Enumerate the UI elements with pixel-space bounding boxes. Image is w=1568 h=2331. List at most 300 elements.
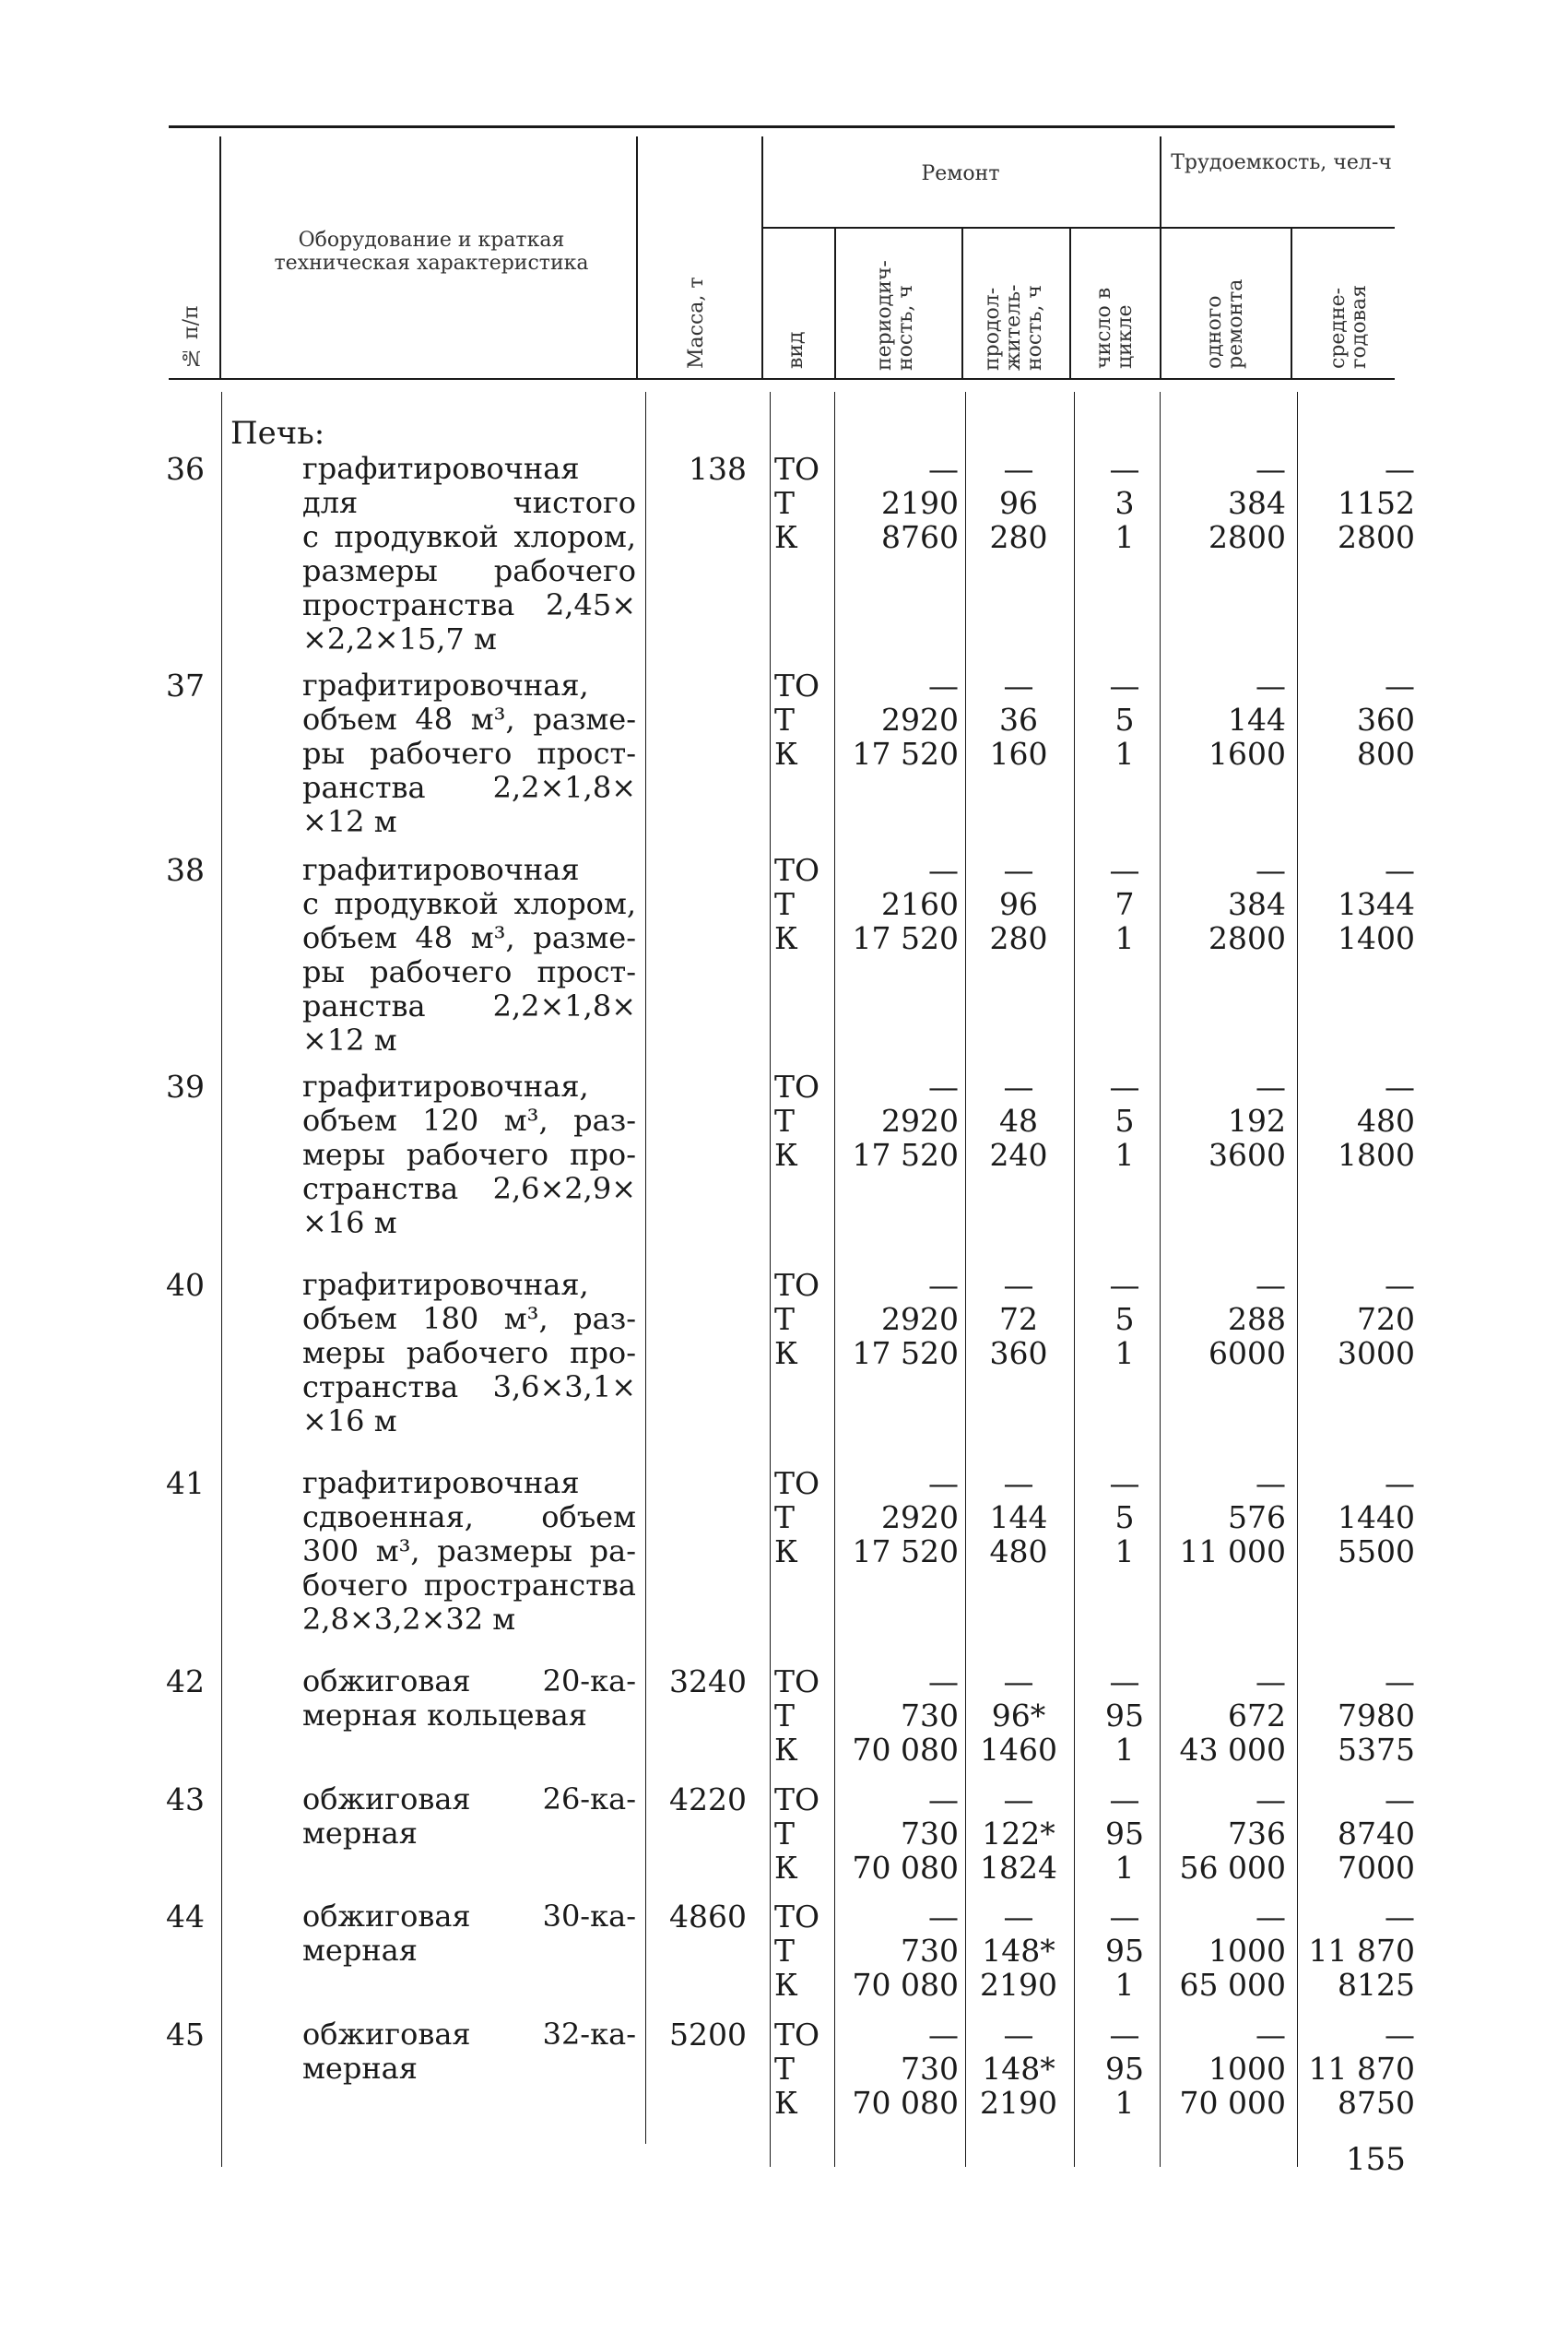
repair-duration (973, 1466, 1065, 1568)
repair-duration-line: — (1003, 1465, 1034, 1501)
repair-cycle-count-line: 1 (1114, 920, 1135, 956)
labor-one-repair-line: — (1256, 2017, 1286, 2053)
repair-duration-line: 480 (989, 1533, 1048, 1569)
repair-period-line: 17 520 (852, 1533, 959, 1569)
mass-value: 5200 (669, 2017, 747, 2053)
row-number: 39 (166, 1069, 205, 1105)
repair-kind-line: Т (774, 1301, 796, 1337)
labor-one-repair (1166, 1782, 1286, 1885)
repair-cycle-count-line: 1 (1114, 1137, 1135, 1173)
labor-annual-average (1291, 2017, 1415, 2120)
labor-one-repair-line: 384 (1228, 886, 1286, 922)
equipment-description (302, 1664, 636, 1733)
row-number: 41 (166, 1465, 205, 1501)
repair-cycle-count (1079, 853, 1171, 955)
repair-duration-line: — (1003, 1069, 1034, 1105)
labor-one-repair (1166, 853, 1286, 955)
description-line: обжиговая 20-ка- (302, 1664, 636, 1698)
labor-one-repair-line: 2800 (1208, 519, 1286, 555)
repair-kind-line: Т (774, 886, 796, 922)
labor-one-repair-line: 11 000 (1179, 1533, 1286, 1569)
repair-kind-line: ТО (774, 1267, 820, 1303)
equipment-description (302, 1899, 636, 1968)
labor-annual-average-line: — (1385, 668, 1415, 704)
section-title: Печь: (230, 415, 325, 452)
labor-annual-average-line: 11 870 (1308, 2051, 1415, 2087)
labor-one-repair-line: 6000 (1208, 1335, 1286, 1371)
repair-kind-line: ТО (774, 668, 820, 704)
row-number: 40 (166, 1267, 205, 1303)
repair-duration-line: — (1003, 852, 1034, 888)
labor-one-repair-line: 672 (1228, 1698, 1286, 1733)
header-vline-4 (834, 229, 836, 378)
repair-cycle-count-line: 7 (1114, 886, 1135, 922)
labor-one-repair (1166, 1070, 1286, 1172)
repair-period-line: — (928, 1069, 959, 1105)
equipment-description (302, 2017, 636, 2086)
repair-kind-line: Т (774, 1816, 796, 1852)
repair-cycle-count-line: — (1109, 1781, 1140, 1817)
repair-cycle-count (1079, 669, 1171, 771)
repair-cycle-count-line: — (1109, 1267, 1140, 1303)
repair-cycle-count-line: — (1109, 2017, 1140, 2053)
repair-cycle-count-line: 3 (1114, 485, 1135, 521)
description-line: ×12 м (302, 805, 397, 839)
header-kind: вид (784, 331, 808, 369)
equipment-description (302, 452, 636, 657)
labor-one-repair-line: — (1256, 451, 1286, 487)
labor-one-repair (1166, 1899, 1286, 2002)
equipment-description (302, 1070, 636, 1240)
repair-period-line: 730 (901, 1816, 959, 1852)
repair-kind-line: ТО (774, 2017, 820, 2053)
repair-cycle-count-line: 1 (1114, 1967, 1135, 2003)
repair-period-line: 17 520 (852, 1137, 959, 1173)
labor-annual-average-line: — (1385, 1781, 1415, 1817)
labor-annual-average (1291, 853, 1415, 955)
row-number: 37 (166, 668, 205, 704)
repair-cycle-count-line: 5 (1114, 1103, 1135, 1139)
repair-period-line: 2920 (881, 1301, 959, 1337)
repair-period-line: — (928, 1781, 959, 1817)
repair-kind-line: К (774, 2085, 798, 2121)
header-avg: средне-годовая (1326, 285, 1372, 369)
repair-kind-line: К (774, 1137, 798, 1173)
repair-kind-line: ТО (774, 852, 820, 888)
labor-one-repair-line: 288 (1228, 1301, 1286, 1337)
description-line: ×16 м (302, 1404, 397, 1438)
labor-annual-average (1291, 1070, 1415, 1172)
repair-duration-line: 160 (989, 736, 1048, 772)
repair-kind-line: К (774, 736, 798, 772)
repair-period (834, 1664, 959, 1767)
header-repair-group: Ремонт (921, 162, 1000, 185)
repair-cycle-count-line: 95 (1105, 1698, 1144, 1733)
repair-kind-line: ТО (774, 451, 820, 487)
labor-annual-average-line: — (1385, 2017, 1415, 2053)
row-number: 42 (166, 1663, 205, 1699)
repair-duration-line: 1460 (980, 1732, 1057, 1768)
description-line: бочего пространства (302, 1568, 636, 1603)
repair-duration (973, 1070, 1065, 1172)
header-period: периодич-ность, ч (873, 260, 918, 371)
repair-duration-line: 144 (989, 1499, 1048, 1535)
labor-annual-average-line: — (1385, 1899, 1415, 1935)
repair-duration-line: 48 (999, 1103, 1038, 1139)
repair-period-line: 2920 (881, 1103, 959, 1139)
description-line: обжиговая 26-ка- (302, 1782, 636, 1816)
repair-kind-line: Т (774, 1698, 796, 1733)
repair-duration-line: 240 (989, 1137, 1048, 1173)
labor-annual-average-line: 8740 (1338, 1816, 1415, 1852)
description-line: объем 48 м³, разме- (302, 921, 636, 955)
repair-duration (973, 1899, 1065, 2002)
labor-annual-average-line: 1400 (1338, 920, 1415, 956)
labor-annual-average-line: — (1385, 451, 1415, 487)
row-number: 45 (166, 2017, 205, 2053)
header-number: № п/п (180, 305, 203, 369)
labor-one-repair (1166, 1664, 1286, 1767)
labor-one-repair-line: — (1256, 1899, 1286, 1935)
repair-duration (973, 1268, 1065, 1370)
repair-period (834, 669, 959, 771)
repair-kind-line: К (774, 519, 798, 555)
repair-period-line: 2190 (881, 485, 959, 521)
labor-one-repair-line: 736 (1228, 1816, 1286, 1852)
labor-one-repair-line: 384 (1228, 485, 1286, 521)
labor-annual-average-line: 5500 (1338, 1533, 1415, 1569)
labor-one-repair-line: 576 (1228, 1499, 1286, 1535)
repair-duration-line: 72 (999, 1301, 1038, 1337)
description-line: графитировочная (302, 452, 580, 486)
repair-cycle-count-line: — (1109, 1899, 1140, 1935)
body-vline-6 (1074, 392, 1075, 2167)
repair-duration-line: — (1003, 668, 1034, 704)
repair-duration-line: 360 (989, 1335, 1048, 1371)
labor-annual-average (1291, 1466, 1415, 1568)
repair-kind-line: ТО (774, 1663, 820, 1699)
repair-cycle-count-line: 1 (1114, 2085, 1135, 2121)
repair-duration-line: — (1003, 2017, 1034, 2053)
labor-annual-average-line: 1344 (1338, 886, 1415, 922)
repair-cycle-count-line: 5 (1114, 702, 1135, 738)
labor-one-repair (1166, 2017, 1286, 2120)
repair-duration (973, 1664, 1065, 1767)
labor-one-repair-line: — (1256, 1069, 1286, 1105)
repair-kind-line: К (774, 1850, 798, 1886)
repair-kind-line: Т (774, 2051, 796, 2087)
labor-annual-average-line: — (1385, 1465, 1415, 1501)
labor-one-repair-line: 2800 (1208, 920, 1286, 956)
repair-period-line: 730 (901, 1933, 959, 1969)
labor-annual-average (1291, 669, 1415, 771)
repair-cycle-count-line: 1 (1114, 1335, 1135, 1371)
labor-one-repair-line: — (1256, 1781, 1286, 1817)
labor-one-repair-line: 144 (1228, 702, 1286, 738)
header-vline-1 (219, 136, 221, 378)
repair-period-line: 730 (901, 1698, 959, 1733)
repair-kind-line: Т (774, 1103, 796, 1139)
description-line: размеры рабочего (302, 554, 636, 588)
description-line: с продувкой хлором, (302, 887, 636, 921)
repair-cycle-count (1079, 1466, 1171, 1568)
description-line: мерная кольцевая (302, 1698, 587, 1733)
row-number: 44 (166, 1899, 205, 1935)
equipment-description (302, 1782, 636, 1851)
description-line: графитировочная (302, 1466, 580, 1500)
top-rule (169, 125, 1395, 128)
labor-annual-average-line: 2800 (1338, 519, 1415, 555)
repair-period (834, 2017, 959, 2120)
repair-duration-line: 280 (989, 920, 1048, 956)
mass-value: 4220 (669, 1781, 747, 1817)
repair-cycle-count (1079, 1268, 1171, 1370)
repair-cycle-count-line: 95 (1105, 1816, 1144, 1852)
mass-value: 4860 (669, 1899, 747, 1935)
header-bottom-rule (169, 378, 1395, 380)
repair-cycle-count-line: 5 (1114, 1301, 1135, 1337)
labor-one-repair-line: 1000 (1208, 1933, 1286, 1969)
repair-cycle-count (1079, 2017, 1171, 2120)
repair-duration (973, 853, 1065, 955)
labor-one-repair-line: — (1256, 852, 1286, 888)
labor-annual-average-line: 5375 (1338, 1732, 1415, 1768)
labor-one-repair-line: 65 000 (1179, 1967, 1286, 2003)
description-line: меры рабочего про- (302, 1138, 636, 1172)
repair-period (834, 1782, 959, 1885)
repair-kind-line: К (774, 1533, 798, 1569)
description-line: объем 120 м³, раз- (302, 1104, 636, 1138)
repair-duration-line: 96 (999, 485, 1038, 521)
description-line: графитировочная, (302, 1268, 589, 1302)
repair-duration (973, 452, 1065, 554)
repair-period-line: — (928, 451, 959, 487)
header-vline-5 (961, 229, 963, 378)
repair-cycle-count (1079, 1664, 1171, 1767)
repair-period (834, 1070, 959, 1172)
repair-period (834, 1899, 959, 2002)
description-line: для чистого (302, 486, 636, 520)
labor-annual-average-line: 1800 (1338, 1137, 1415, 1173)
repair-period-line: 70 080 (852, 1732, 959, 1768)
repair-duration (973, 1782, 1065, 1885)
repair-duration-line: 96* (991, 1698, 1046, 1733)
description-line: ×12 м (302, 1024, 397, 1058)
repair-period-line: 2920 (881, 702, 959, 738)
header-vline-6 (1069, 229, 1071, 378)
repair-cycle-count-line: 1 (1114, 736, 1135, 772)
labor-annual-average-line: 360 (1357, 702, 1415, 738)
repair-period-line: 730 (901, 2051, 959, 2087)
repair-period-line: — (928, 668, 959, 704)
repair-duration-line: 148* (982, 1933, 1055, 1969)
labor-annual-average (1291, 452, 1415, 554)
description-line: странства 2,6×2,9× (302, 1172, 636, 1206)
repair-period-line: 8760 (881, 519, 959, 555)
labor-one-repair (1166, 452, 1286, 554)
labor-annual-average (1291, 1268, 1415, 1370)
repair-kind-line: Т (774, 1499, 796, 1535)
description-line: ры рабочего прост- (302, 955, 636, 989)
description-line: ранства 2,2×1,8× (302, 771, 636, 805)
repair-kind-line: ТО (774, 1069, 820, 1105)
repair-duration-line: 280 (989, 519, 1048, 555)
description-line: обжиговая 30-ка- (302, 1899, 636, 1934)
labor-annual-average-line: 3000 (1338, 1335, 1415, 1371)
repair-period-line: 17 520 (852, 736, 959, 772)
description-line: объем 48 м³, разме- (302, 703, 636, 737)
repair-cycle-count-line: 95 (1105, 2051, 1144, 2087)
repair-period-line: — (928, 852, 959, 888)
labor-annual-average (1291, 1782, 1415, 1885)
description-line: мерная (302, 2052, 418, 2086)
labor-annual-average (1291, 1899, 1415, 2002)
repair-cycle-count-line: 5 (1114, 1499, 1135, 1535)
description-line: графитировочная, (302, 669, 589, 703)
repair-period-line: — (928, 1465, 959, 1501)
mass-value: 3240 (669, 1663, 747, 1699)
repair-cycle-count (1079, 452, 1171, 554)
description-line: графитировочная (302, 853, 580, 887)
labor-annual-average-line: 480 (1357, 1103, 1415, 1139)
labor-one-repair-line: 3600 (1208, 1137, 1286, 1173)
repair-duration-line: 2190 (980, 2085, 1057, 2121)
description-line: объем 180 м³, раз- (302, 1302, 636, 1336)
labor-annual-average-line: 8125 (1338, 1967, 1415, 2003)
labor-one-repair-line: — (1256, 1663, 1286, 1699)
labor-one-repair-line: 1600 (1208, 736, 1286, 772)
repair-kind-line: Т (774, 702, 796, 738)
description-line: 300 м³, размеры ра- (302, 1534, 636, 1568)
repair-period-line: — (928, 1267, 959, 1303)
repair-duration-line: — (1003, 1781, 1034, 1817)
row-number: 36 (166, 451, 205, 487)
labor-one-repair-line: 56 000 (1179, 1850, 1286, 1886)
body-vline-1 (221, 392, 222, 2167)
repair-duration (973, 669, 1065, 771)
labor-one-repair (1166, 669, 1286, 771)
repair-kind-line: К (774, 1967, 798, 2003)
labor-one-repair-line: 70 000 (1179, 2085, 1286, 2121)
repair-kind-line: ТО (774, 1781, 820, 1817)
labor-one-repair (1166, 1466, 1286, 1568)
repair-kind-line: Т (774, 1933, 796, 1969)
repair-period (834, 1466, 959, 1568)
equipment-description (302, 669, 636, 839)
repair-cycle-count (1079, 1070, 1171, 1172)
repair-period (834, 853, 959, 955)
labor-one-repair-line: 1000 (1208, 2051, 1286, 2087)
description-line: обжиговая 32-ка- (302, 2017, 636, 2052)
description-line: мерная (302, 1934, 418, 1968)
repair-period-line: 70 080 (852, 2085, 959, 2121)
repair-kind-line: ТО (774, 1465, 820, 1501)
labor-annual-average-line: 1440 (1338, 1499, 1415, 1535)
labor-annual-average-line: — (1385, 1663, 1415, 1699)
repair-cycle-count (1079, 1899, 1171, 2002)
header-mass: Масса, т (685, 277, 708, 369)
description-line: ×2,2×15,7 м (302, 622, 497, 657)
labor-one-repair-line: — (1256, 1465, 1286, 1501)
repair-cycle-count-line: 1 (1114, 1850, 1135, 1886)
mass-value: 138 (689, 451, 747, 487)
labor-annual-average-line: 800 (1357, 736, 1415, 772)
header-duration: продол-житель-ность, ч (981, 284, 1047, 371)
repair-cycle-count-line: — (1109, 852, 1140, 888)
body-vline-2 (645, 392, 646, 2144)
repair-cycle-count-line: 1 (1114, 1732, 1135, 1768)
header-vline-8 (1291, 229, 1292, 378)
description-line: ры рабочего прост- (302, 737, 636, 771)
labor-one-repair (1166, 1268, 1286, 1370)
repair-period-line: 70 080 (852, 1967, 959, 2003)
repair-cycle-count-line: — (1109, 1663, 1140, 1699)
repair-period-line: 17 520 (852, 1335, 959, 1371)
labor-annual-average-line: 11 870 (1308, 1933, 1415, 1969)
repair-kind-line: К (774, 1335, 798, 1371)
repair-duration-line: 1824 (980, 1850, 1057, 1886)
repair-period-line: — (928, 2017, 959, 2053)
repair-period-line: — (928, 1899, 959, 1935)
labor-annual-average-line: — (1385, 1069, 1415, 1105)
repair-cycle-count-line: — (1109, 451, 1140, 487)
row-number: 43 (166, 1781, 205, 1817)
row-number: 38 (166, 852, 205, 888)
description-line: меры рабочего про- (302, 1336, 636, 1370)
repair-duration-line: 2190 (980, 1967, 1057, 2003)
repair-cycle-count-line: 95 (1105, 1933, 1144, 1969)
repair-cycle-count-line: — (1109, 668, 1140, 704)
repair-period (834, 1268, 959, 1370)
labor-annual-average-line: 1152 (1338, 485, 1415, 521)
repair-kind-line: Т (774, 485, 796, 521)
repair-period-line: — (928, 1663, 959, 1699)
page-number: 155 (1346, 2141, 1406, 2178)
repair-period-line: 17 520 (852, 920, 959, 956)
repair-duration-line: — (1003, 451, 1034, 487)
repair-duration-line: 148* (982, 2051, 1055, 2087)
labor-annual-average-line: — (1385, 852, 1415, 888)
description-line: странства 3,6×3,1× (302, 1370, 636, 1404)
labor-annual-average-line: 8750 (1338, 2085, 1415, 2121)
repair-duration-line: — (1003, 1899, 1034, 1935)
repair-duration-line: 96 (999, 886, 1038, 922)
description-line: графитировочная, (302, 1070, 589, 1104)
repair-period-line: 2160 (881, 886, 959, 922)
header-labor-group: Трудоемкость, чел-ч (1171, 151, 1392, 174)
equipment-description (302, 853, 636, 1058)
description-line: с продувкой хлором, (302, 520, 636, 554)
repair-duration-line: — (1003, 1267, 1034, 1303)
header-one: одного ремонта (1203, 278, 1248, 369)
repair-duration (973, 2017, 1065, 2120)
description-line: мерная (302, 1816, 418, 1851)
labor-annual-average-line: 7000 (1338, 1850, 1415, 1886)
labor-one-repair-line: 192 (1228, 1103, 1286, 1139)
header-equipment: Оборудование и краткая техническая характеристика (274, 229, 589, 276)
description-line: пространства 2,45× (302, 588, 636, 622)
body-vline-5 (965, 392, 966, 2167)
body-vline-3 (770, 392, 771, 2167)
repair-duration-line: 122* (982, 1816, 1055, 1852)
repair-period (834, 452, 959, 554)
description-line: ×16 м (302, 1206, 397, 1240)
repair-cycle-count-line: 1 (1114, 519, 1135, 555)
header-cycle: число в цикле (1092, 287, 1138, 369)
subheader-rule (761, 227, 1395, 229)
repair-duration-line: 36 (999, 702, 1038, 738)
repair-kind-line: К (774, 920, 798, 956)
